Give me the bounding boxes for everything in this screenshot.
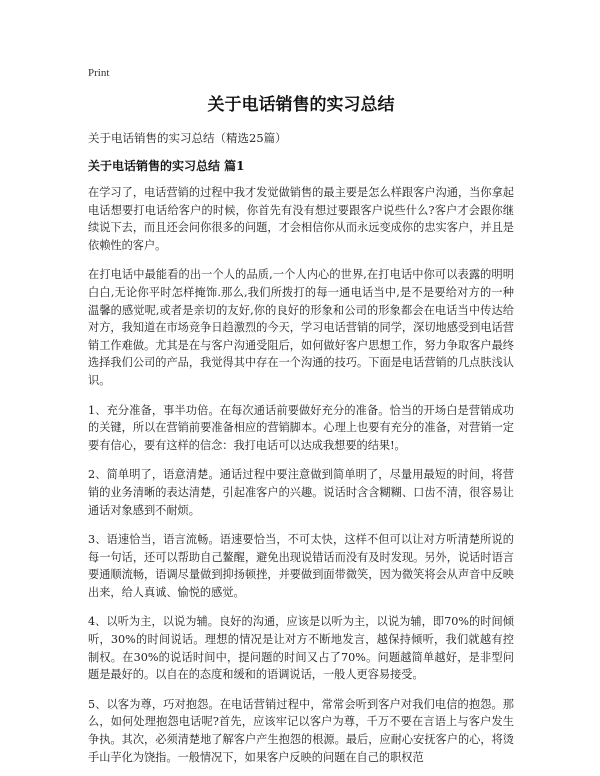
paragraph-point-3: 3、语速恰当，语言流畅。语速要恰当，不可太快，这样不但可以让对方听清楚所说的每一句话，还可以帮助自己鳌醒，避免出现说错话而没有及时发现。另外，说话时语言要通顺流畅，语调尽量做到抑扬顿挫，并要做到面带微笑，因为微笑将会从声音中反映出来，给人真诚、愉悦的感觉。 — [88, 533, 514, 599]
paragraph-point-5: 5、以客为尊，巧对抱怨。在电话营销过程中，常常会听到客户对我们电信的抱怨。那么，如何处理抱怨电话呢?首先，应该牢记以客户为尊，千万不要在言语上与客户发生争执。其次，必须清楚地了解客户产生抱怨的根源。最后，应耐心安抚客户的心，将烫手山芋化为饶指。一般情况下，如果客户反映的问题在自己的职权范 — [88, 697, 514, 764]
paragraph-character: 在打电话中最能看的出一个人的品质,一个人内心的世界,在打电话中你可以表露的明明白白,无论你平时怎样掩饰.那么,我们所拨打的每一通电话当中,是不是要给对方的一种温馨的感觉呢,或者是亲切的友好,你的良好的形象和公司的形象都会在电话当中传达给对方，我知道在市场竞争日趋激烈的今天，学习电话营销的同学，深切地感受到电话营销工作难做。尤其是在与客户沟通受阻后，如何做好客户思想工作，努力争取客户最终选择我们公司的产品，我觉得其中存在一个沟通的技巧。下面是电话营销的几点肤浅认识。 — [88, 268, 514, 387]
paragraph-point-1: 1、充分准备，事半功倍。在每次通话前要做好充分的准备。恰当的开场白是营销成功的关键，所以在营销前要准备相应的营销脚本。心理上也要有充分的准备，对营销一定要有信心，要有这样的信念：我打电话可以达成我想要的结果!。 — [88, 403, 514, 452]
document-title: 关于电话销售的实习总结 — [207, 95, 395, 115]
paragraph-point-4: 4、以听为主，以说为辅。良好的沟通，应该是以听为主，以说为辅，即70%的时间倾听，30%的时间说话。理想的情况是让对方不断地发言，越保持倾听，我们就越有控制权。在30%的说话时间中，提问题的时间又占了70%。问题越简单越好，是非型问题是最好的。以自在的态度和缓和的语调说话，一般人更容易接受。 — [88, 615, 514, 682]
print-link[interactable]: Print — [88, 67, 110, 79]
document-subtitle: 关于电话销售的实习总结（精选25篇） — [88, 131, 287, 145]
section-heading: 关于电话销售的实习总结 篇1 — [88, 159, 245, 173]
paragraph-point-2: 2、简单明了，语意清楚。通话过程中要注意做到简单明了，尽量用最短的时间，将营销的业务清晰的表达清楚，引起准客户的兴趣。说话时含含糊糊、口齿不清，很容易让通话对象感到不耐烦。 — [88, 468, 514, 517]
paragraph-intro: 在学习了，电话营销的过程中我才发觉做销售的最主要是怎么样跟客户沟通，当你拿起电话想要打电话给客户的时候，你首先有没有想过要跟客户说些什么?客户才会跟你继续说下去，而且还会问你很多的问题，才会相信你从而永远变成你的忠实客户，并且是依赖性的客户。 — [88, 186, 514, 252]
